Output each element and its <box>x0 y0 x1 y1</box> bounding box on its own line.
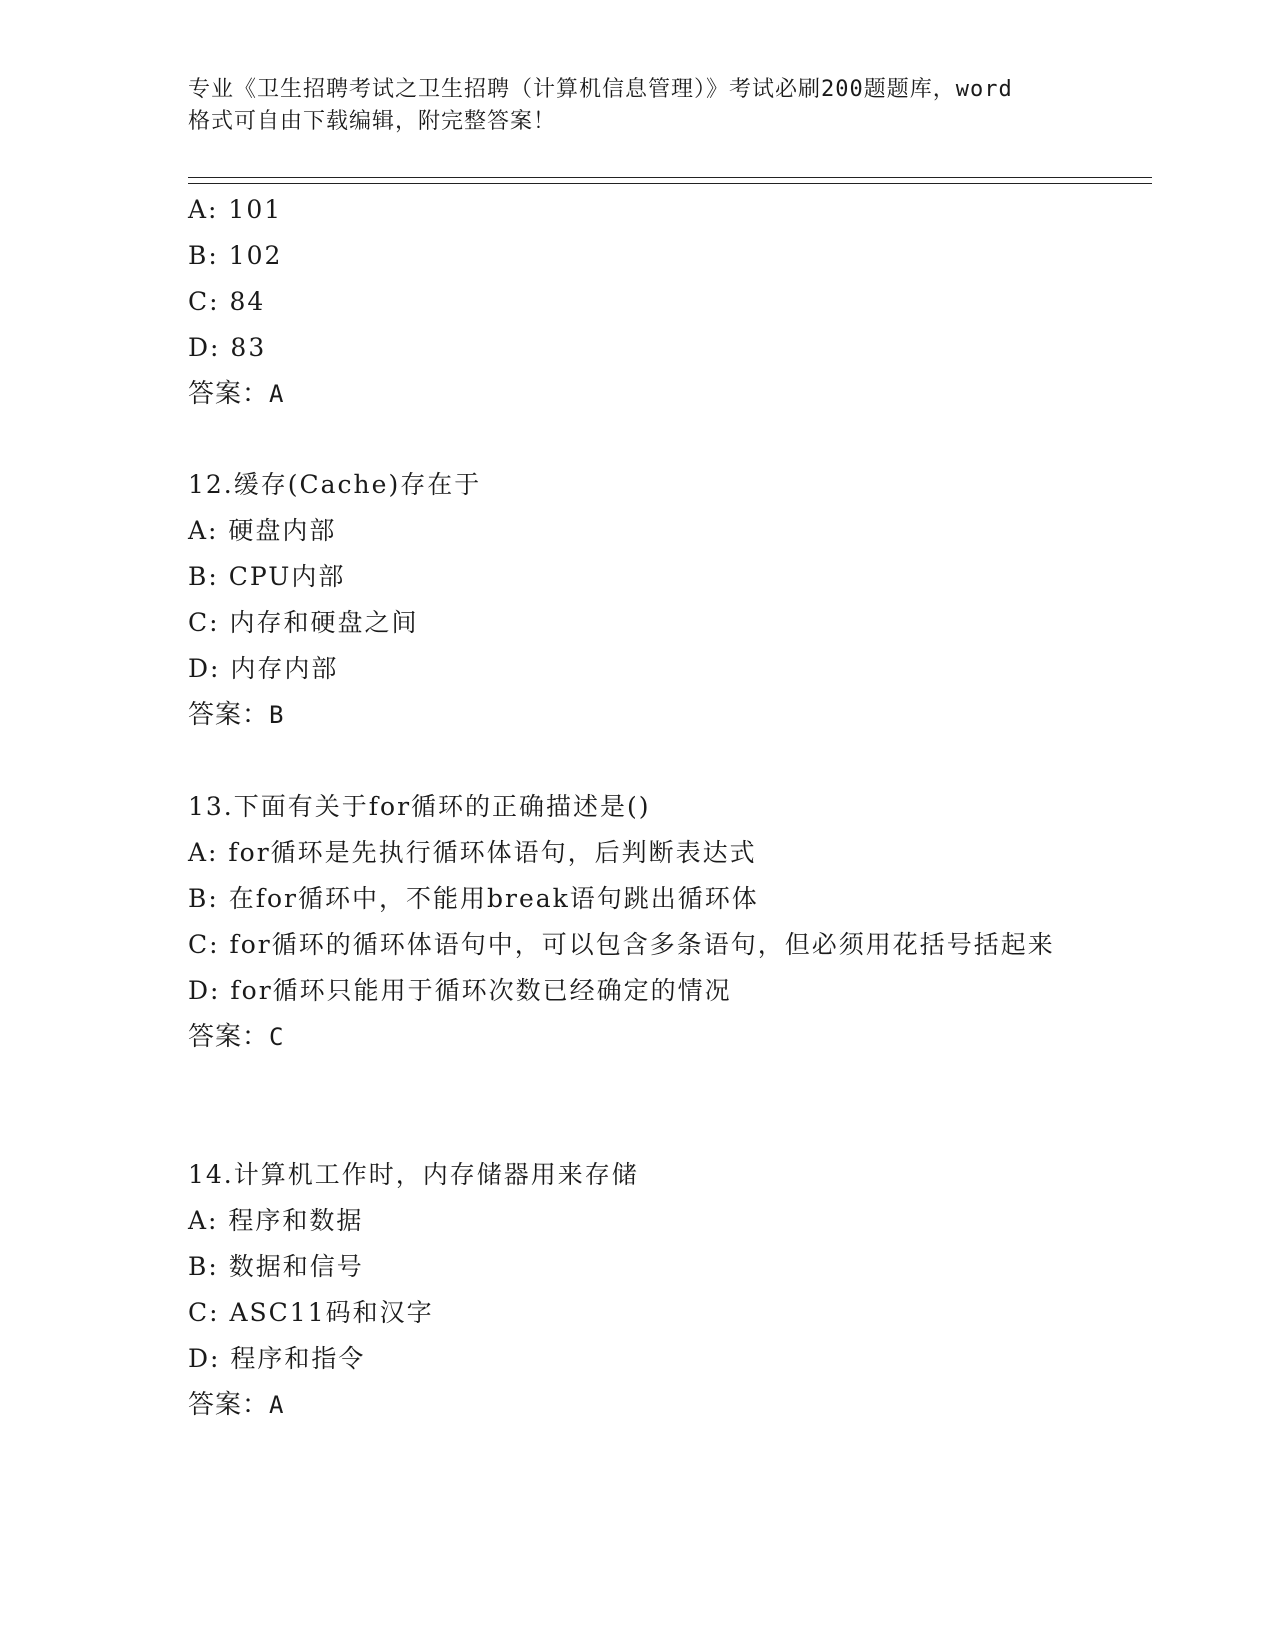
option-b: B: 数据和信号 <box>188 1252 364 1281</box>
option-b: B: CPU内部 <box>188 562 346 591</box>
answer-value: C <box>269 1023 285 1051</box>
answer-line <box>188 1014 1088 1060</box>
answer-value: A <box>269 380 285 408</box>
question-text: 12.缓存(Cache)存在于 <box>188 470 482 499</box>
answer-value: A <box>269 1391 285 1419</box>
answer-label: 答案： <box>188 1390 270 1420</box>
option-d: D: 内存内部 <box>188 654 339 683</box>
question-11 <box>188 187 1088 417</box>
header-line-1: 专业《卫生招聘考试之卫生招聘（计算机信息管理）》考试必刷200题题库，word <box>188 77 1013 102</box>
option-d: D: 程序和指令 <box>188 1344 366 1373</box>
question-text: 13.下面有关于for循环的正确描述是() <box>188 792 651 821</box>
question-12 <box>188 462 1088 738</box>
option-a: A: 程序和数据 <box>188 1206 364 1235</box>
option-c: C: for循环的循环体语句中，可以包含多条语句，但必须用花括号括起来 <box>188 930 1055 959</box>
option-a: A: 101 <box>188 195 283 224</box>
option-b: B: 在for循环中，不能用break语句跳出循环体 <box>188 884 759 913</box>
answer-label: 答案： <box>188 379 270 409</box>
option-c: C: ASC11码和汉字 <box>188 1298 434 1327</box>
option-d: D: for循环只能用于循环次数已经确定的情况 <box>188 976 732 1005</box>
answer-line <box>188 692 1088 738</box>
header-line-2: 格式可自由下载编辑，附完整答案！ <box>188 109 557 134</box>
option-a: A: for循环是先执行循环体语句，后判断表达式 <box>188 838 757 867</box>
answer-line <box>188 371 1088 417</box>
option-a: A: 硬盘内部 <box>188 516 337 545</box>
option-b: B: 102 <box>188 241 283 270</box>
answer-label: 答案： <box>188 1022 270 1052</box>
header-rule-top <box>188 177 1152 178</box>
answer-value: B <box>269 701 285 729</box>
question-13 <box>188 784 1088 1060</box>
answer-line <box>188 1382 1088 1428</box>
option-c: C: 84 <box>188 287 266 316</box>
question-14 <box>188 1152 1088 1428</box>
option-c: C: 内存和硬盘之间 <box>188 608 419 637</box>
option-d: D: 83 <box>188 333 267 362</box>
document-header <box>188 74 1088 138</box>
header-rule-bottom <box>188 183 1152 184</box>
answer-label: 答案： <box>188 700 270 730</box>
question-text: 14.计算机工作时，内存储器用来存储 <box>188 1160 639 1189</box>
